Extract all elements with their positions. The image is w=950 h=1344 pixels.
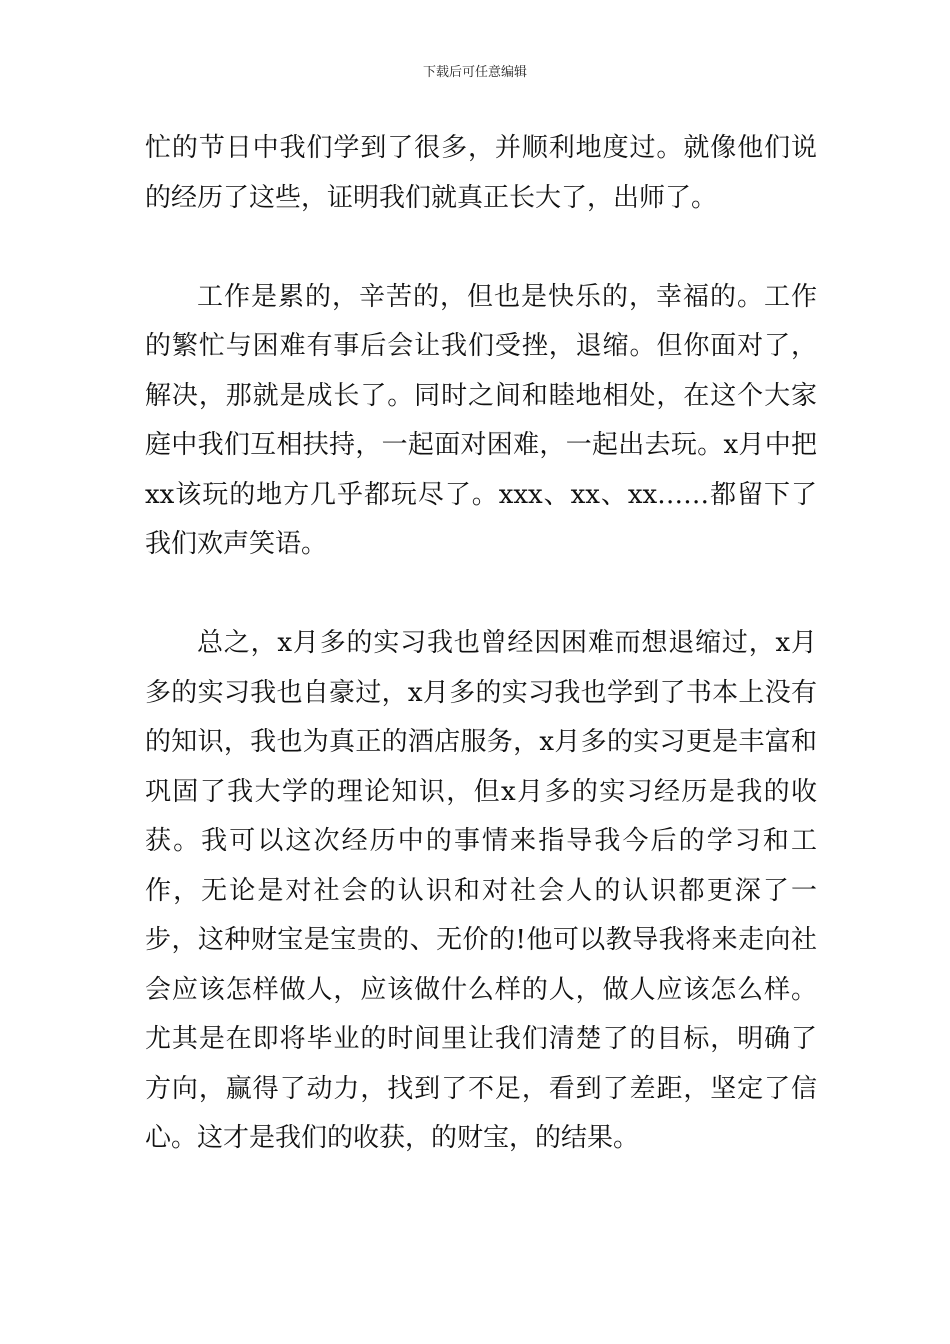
page-header: 下载后可任意编辑: [422, 65, 527, 80]
document-body: [145, 124, 817, 1164]
paragraph-continuation: 忙的节日中我们学到了很多，并顺利地度过。就像他们说的经历了这些，证明我们就真正长大了，出师了。: [145, 133, 817, 213]
paragraph-work-experience: 工作是累的，辛苦的，但也是快乐的，幸福的。工作的繁忙与困难有事后会让我们受挫，退缩。但你面对了，解决，那就是成长了。同时之间和睦地相处，在这个大家庭中我们互相扶持，一起面对困难，一起出去玩。x月中把xx该玩的地方几乎都玩尽了。xxx、xx、xx……都留下了我们欢声笑语。: [145, 281, 817, 559]
paragraph-conclusion: 总之，x月多的实习我也曾经因困难而想退缩过，x月多的实习我也自豪过，x月多的实习我也学到了书本上没有的知识，我也为真正的酒店服务，x月多的实习更是丰富和巩固了我大学的理论知识，但x月多的实习经历是我的收获。我可以这次经历中的事情来指导我今后的学习和工作，无论是对社会的认识和对社会人的认识都更深了一步，这种财宝是宝贵的、无价的!他可以教导我将来走向社会应该怎样做人，应该做什么样的人，做人应该怎么样。尤其是在即将毕业的时间里让我们清楚了的目标，明确了方向，赢得了动力，找到了不足，看到了差距，坚定了信心。这才是我们的收获，的财宝，的结果。: [145, 628, 817, 1153]
